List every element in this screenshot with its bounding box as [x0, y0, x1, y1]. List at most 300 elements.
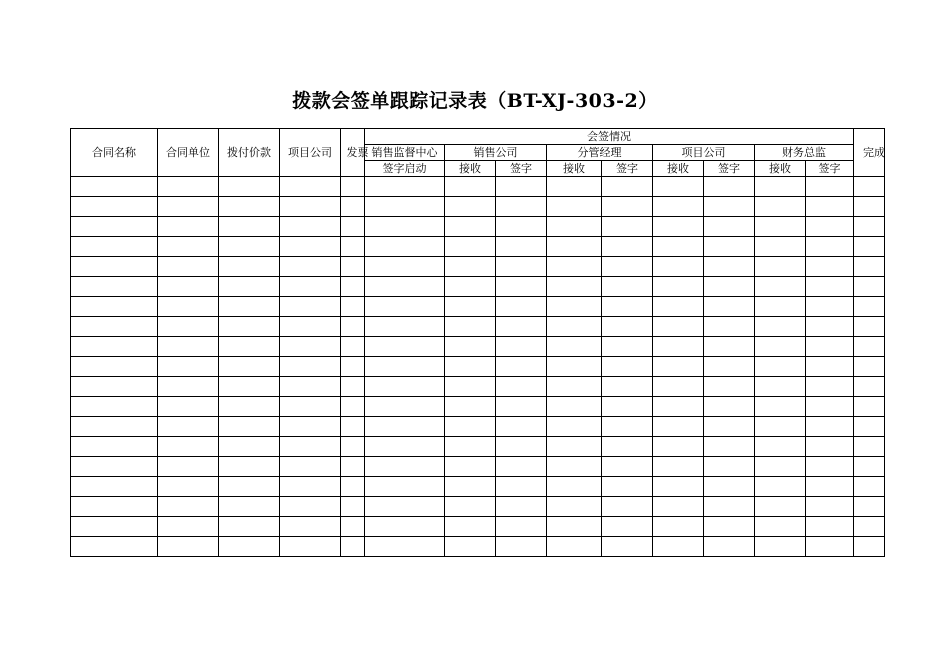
- header-receive: 接收: [653, 161, 704, 177]
- table-cell[interactable]: [755, 197, 806, 217]
- table-cell[interactable]: [280, 277, 341, 297]
- table-cell[interactable]: [219, 397, 280, 417]
- table-cell[interactable]: [755, 457, 806, 477]
- header-countersign-status: 会签情况: [365, 129, 854, 145]
- table-cell[interactable]: [445, 297, 496, 317]
- table-cell[interactable]: [602, 477, 653, 497]
- table-cell[interactable]: [547, 417, 602, 437]
- table-cell[interactable]: [755, 177, 806, 197]
- table-cell[interactable]: [704, 517, 755, 537]
- table-cell[interactable]: [704, 497, 755, 517]
- table-cell[interactable]: [445, 437, 496, 457]
- table-cell[interactable]: [280, 537, 341, 557]
- table-cell[interactable]: [71, 517, 158, 537]
- table-cell[interactable]: [496, 317, 547, 337]
- table-cell[interactable]: [71, 357, 158, 377]
- table-cell[interactable]: [653, 177, 704, 197]
- table-cell[interactable]: [341, 397, 365, 417]
- table-cell[interactable]: [341, 337, 365, 357]
- table-cell[interactable]: [341, 257, 365, 277]
- table-cell[interactable]: [445, 477, 496, 497]
- table-cell[interactable]: [547, 317, 602, 337]
- table-cell[interactable]: [602, 177, 653, 197]
- table-cell[interactable]: [704, 197, 755, 217]
- table-cell[interactable]: [704, 477, 755, 497]
- table-cell[interactable]: [365, 457, 445, 477]
- table-cell[interactable]: [547, 197, 602, 217]
- table-cell[interactable]: [854, 197, 885, 217]
- table-cell[interactable]: [341, 277, 365, 297]
- table-cell[interactable]: [547, 457, 602, 477]
- table-cell[interactable]: [219, 537, 280, 557]
- table-cell[interactable]: [755, 517, 806, 537]
- table-cell[interactable]: [71, 497, 158, 517]
- table-cell[interactable]: [547, 537, 602, 557]
- header-sales-supervision: 销售监督中心: [365, 145, 445, 161]
- table-cell[interactable]: [755, 217, 806, 237]
- table-cell[interactable]: [158, 357, 219, 377]
- table-cell[interactable]: [854, 357, 885, 377]
- table-cell[interactable]: [704, 297, 755, 317]
- table-cell[interactable]: [158, 497, 219, 517]
- table-cell[interactable]: [653, 357, 704, 377]
- table-cell[interactable]: [365, 417, 445, 437]
- table-cell[interactable]: [854, 217, 885, 237]
- table-cell[interactable]: [496, 477, 547, 497]
- table-cell[interactable]: [158, 377, 219, 397]
- header-sign: 签字: [602, 161, 653, 177]
- table-cell[interactable]: [547, 517, 602, 537]
- table-cell[interactable]: [496, 297, 547, 317]
- table-cell[interactable]: [854, 517, 885, 537]
- table-cell[interactable]: [653, 517, 704, 537]
- table-cell[interactable]: [71, 197, 158, 217]
- table-cell[interactable]: [602, 297, 653, 317]
- table-cell[interactable]: [806, 217, 854, 237]
- table-row: [71, 397, 885, 417]
- table-cell[interactable]: [602, 417, 653, 437]
- header-payment: 拨付价款: [219, 129, 280, 177]
- table-cell[interactable]: [158, 337, 219, 357]
- header-branch-manager: 分管经理: [547, 145, 653, 161]
- table-cell[interactable]: [854, 257, 885, 277]
- table-cell[interactable]: [496, 197, 547, 217]
- table-cell[interactable]: [496, 277, 547, 297]
- table-cell[interactable]: [547, 477, 602, 497]
- table-cell[interactable]: [806, 397, 854, 417]
- table-cell[interactable]: [653, 337, 704, 357]
- table-cell[interactable]: [280, 397, 341, 417]
- table-cell[interactable]: [158, 297, 219, 317]
- table-cell[interactable]: [602, 337, 653, 357]
- table-cell[interactable]: [445, 497, 496, 517]
- table-cell[interactable]: [71, 257, 158, 277]
- table-cell[interactable]: [653, 297, 704, 317]
- table-cell[interactable]: [365, 497, 445, 517]
- table-cell[interactable]: [755, 257, 806, 277]
- table-cell[interactable]: [280, 297, 341, 317]
- table-cell[interactable]: [806, 457, 854, 477]
- table-cell[interactable]: [280, 197, 341, 217]
- table-cell[interactable]: [547, 497, 602, 517]
- table-cell[interactable]: [219, 317, 280, 337]
- table-cell[interactable]: [219, 197, 280, 217]
- table-cell[interactable]: [496, 237, 547, 257]
- table-cell[interactable]: [653, 457, 704, 477]
- table-cell[interactable]: [653, 237, 704, 257]
- table-cell[interactable]: [280, 377, 341, 397]
- table-cell[interactable]: [755, 417, 806, 437]
- table-cell[interactable]: [158, 197, 219, 217]
- table-cell[interactable]: [547, 177, 602, 197]
- table-cell[interactable]: [341, 217, 365, 237]
- table-cell[interactable]: [602, 357, 653, 377]
- table-cell[interactable]: [806, 477, 854, 497]
- table-cell[interactable]: [280, 237, 341, 257]
- table-cell[interactable]: [602, 537, 653, 557]
- table-cell[interactable]: [280, 517, 341, 537]
- table-cell[interactable]: [158, 397, 219, 417]
- table-cell[interactable]: [602, 517, 653, 537]
- table-cell[interactable]: [602, 377, 653, 397]
- table-cell[interactable]: [704, 537, 755, 557]
- table-cell[interactable]: [704, 377, 755, 397]
- table-cell[interactable]: [854, 457, 885, 477]
- table-cell[interactable]: [219, 337, 280, 357]
- table-cell[interactable]: [704, 337, 755, 357]
- table-cell[interactable]: [755, 357, 806, 377]
- table-cell[interactable]: [806, 297, 854, 317]
- table-cell[interactable]: [365, 437, 445, 457]
- table-cell[interactable]: [704, 457, 755, 477]
- table-cell[interactable]: [653, 277, 704, 297]
- table-cell[interactable]: [496, 357, 547, 377]
- table-cell[interactable]: [341, 237, 365, 257]
- table-row: [71, 437, 885, 457]
- table-cell[interactable]: [71, 177, 158, 197]
- table-cell[interactable]: [71, 437, 158, 457]
- table-cell[interactable]: [704, 417, 755, 437]
- table-cell[interactable]: [365, 257, 445, 277]
- table-cell[interactable]: [854, 437, 885, 457]
- table-cell[interactable]: [547, 357, 602, 377]
- table-cell[interactable]: [806, 497, 854, 517]
- table-cell[interactable]: [280, 437, 341, 457]
- table-cell[interactable]: [496, 417, 547, 437]
- table-cell[interactable]: [71, 457, 158, 477]
- table-cell[interactable]: [365, 377, 445, 397]
- table-cell[interactable]: [653, 397, 704, 417]
- table-cell[interactable]: [496, 497, 547, 517]
- table-cell[interactable]: [445, 277, 496, 297]
- table-cell[interactable]: [341, 517, 365, 537]
- table-cell[interactable]: [602, 277, 653, 297]
- table-cell[interactable]: [854, 417, 885, 437]
- table-cell[interactable]: [158, 257, 219, 277]
- table-cell[interactable]: [341, 377, 365, 397]
- table-cell[interactable]: [158, 417, 219, 437]
- table-cell[interactable]: [365, 537, 445, 557]
- table-cell[interactable]: [755, 437, 806, 457]
- table-cell[interactable]: [755, 317, 806, 337]
- table-cell[interactable]: [602, 437, 653, 457]
- table-cell[interactable]: [280, 257, 341, 277]
- table-cell[interactable]: [653, 477, 704, 497]
- table-cell[interactable]: [280, 337, 341, 357]
- table-cell[interactable]: [445, 357, 496, 377]
- header-contract-unit: 合同单位: [158, 129, 219, 177]
- table-cell[interactable]: [365, 357, 445, 377]
- table-cell[interactable]: [854, 537, 885, 557]
- table-cell[interactable]: [219, 217, 280, 237]
- table-cell[interactable]: [755, 237, 806, 257]
- table-cell[interactable]: [602, 237, 653, 257]
- table-cell[interactable]: [365, 177, 445, 197]
- table-cell[interactable]: [341, 537, 365, 557]
- table-cell[interactable]: [341, 417, 365, 437]
- table-cell[interactable]: [602, 497, 653, 517]
- table-cell[interactable]: [547, 297, 602, 317]
- table-cell[interactable]: [806, 277, 854, 297]
- table-cell[interactable]: [365, 237, 445, 257]
- table-cell[interactable]: [365, 397, 445, 417]
- table-cell[interactable]: [806, 337, 854, 357]
- table-cell[interactable]: [445, 337, 496, 357]
- table-cell[interactable]: [158, 277, 219, 297]
- table-cell[interactable]: [854, 397, 885, 417]
- table-cell[interactable]: [755, 497, 806, 517]
- table-cell[interactable]: [755, 277, 806, 297]
- table-cell[interactable]: [219, 497, 280, 517]
- table-cell[interactable]: [365, 277, 445, 297]
- table-cell[interactable]: [653, 317, 704, 337]
- table-cell[interactable]: [71, 537, 158, 557]
- table-cell[interactable]: [219, 297, 280, 317]
- table-cell[interactable]: [219, 357, 280, 377]
- table-cell[interactable]: [341, 357, 365, 377]
- table-cell[interactable]: [496, 397, 547, 417]
- table-cell[interactable]: [547, 437, 602, 457]
- table-cell[interactable]: [854, 377, 885, 397]
- table-cell[interactable]: [704, 357, 755, 377]
- table-cell[interactable]: [806, 177, 854, 197]
- table-cell[interactable]: [280, 177, 341, 197]
- table-cell[interactable]: [365, 217, 445, 237]
- table-cell[interactable]: [854, 497, 885, 517]
- table-cell[interactable]: [341, 177, 365, 197]
- table-cell[interactable]: [280, 477, 341, 497]
- table-cell[interactable]: [445, 457, 496, 477]
- table-cell[interactable]: [704, 277, 755, 297]
- table-cell[interactable]: [158, 177, 219, 197]
- table-cell[interactable]: [445, 257, 496, 277]
- table-cell[interactable]: [341, 297, 365, 317]
- table-cell[interactable]: [602, 197, 653, 217]
- table-cell[interactable]: [71, 297, 158, 317]
- table-cell[interactable]: [602, 317, 653, 337]
- table-cell[interactable]: [341, 437, 365, 457]
- table-cell[interactable]: [704, 317, 755, 337]
- table-cell[interactable]: [854, 297, 885, 317]
- table-cell[interactable]: [445, 377, 496, 397]
- table-cell[interactable]: [653, 417, 704, 437]
- table-cell[interactable]: [71, 377, 158, 397]
- table-cell[interactable]: [71, 477, 158, 497]
- table-cell[interactable]: [280, 417, 341, 437]
- table-cell[interactable]: [806, 317, 854, 337]
- table-cell[interactable]: [365, 317, 445, 337]
- table-cell[interactable]: [219, 417, 280, 437]
- table-cell[interactable]: [496, 177, 547, 197]
- table-cell[interactable]: [806, 517, 854, 537]
- table-cell[interactable]: [445, 177, 496, 197]
- table-cell[interactable]: [219, 277, 280, 297]
- table-cell[interactable]: [547, 277, 602, 297]
- table-cell[interactable]: [365, 197, 445, 217]
- table-cell[interactable]: [158, 437, 219, 457]
- table-cell[interactable]: [445, 417, 496, 437]
- table-cell[interactable]: [71, 417, 158, 437]
- table-cell[interactable]: [496, 517, 547, 537]
- table-cell[interactable]: [806, 437, 854, 457]
- table-cell[interactable]: [445, 397, 496, 417]
- table-cell[interactable]: [653, 437, 704, 457]
- table-cell[interactable]: [806, 237, 854, 257]
- table-cell[interactable]: [365, 517, 445, 537]
- table-cell[interactable]: [547, 237, 602, 257]
- table-cell[interactable]: [158, 237, 219, 257]
- table-cell[interactable]: [158, 457, 219, 477]
- page-title: 拨款会签单跟踪记录表（BT-XJ-303-2）: [292, 90, 658, 112]
- table-cell[interactable]: [547, 217, 602, 237]
- table-cell[interactable]: [280, 217, 341, 237]
- table-cell[interactable]: [496, 437, 547, 457]
- table-cell[interactable]: [653, 497, 704, 517]
- table-cell[interactable]: [854, 277, 885, 297]
- table-cell[interactable]: [280, 497, 341, 517]
- table-cell[interactable]: [755, 477, 806, 497]
- table-cell[interactable]: [854, 317, 885, 337]
- table-cell[interactable]: [445, 197, 496, 217]
- header-finance-director: 财务总监: [755, 145, 854, 161]
- table-cell[interactable]: [280, 457, 341, 477]
- table-cell[interactable]: [496, 217, 547, 237]
- table-cell[interactable]: [341, 477, 365, 497]
- table-cell[interactable]: [219, 457, 280, 477]
- table-cell[interactable]: [602, 257, 653, 277]
- table-cell[interactable]: [755, 397, 806, 417]
- table-cell[interactable]: [158, 537, 219, 557]
- table-cell[interactable]: [445, 317, 496, 337]
- table-cell[interactable]: [71, 317, 158, 337]
- table-cell[interactable]: [496, 457, 547, 477]
- table-cell[interactable]: [653, 257, 704, 277]
- table-cell[interactable]: [71, 217, 158, 237]
- table-cell[interactable]: [704, 237, 755, 257]
- table-cell[interactable]: [219, 237, 280, 257]
- table-cell[interactable]: [547, 377, 602, 397]
- table-cell[interactable]: [219, 517, 280, 537]
- table-cell[interactable]: [71, 237, 158, 257]
- table-cell[interactable]: [341, 317, 365, 337]
- table-cell[interactable]: [445, 217, 496, 237]
- table-cell[interactable]: [755, 297, 806, 317]
- table-cell[interactable]: [653, 217, 704, 237]
- table-cell[interactable]: [653, 537, 704, 557]
- table-cell[interactable]: [71, 337, 158, 357]
- table-cell[interactable]: [365, 477, 445, 497]
- header-sign: 签字: [496, 161, 547, 177]
- table-cell[interactable]: [158, 477, 219, 497]
- table-cell[interactable]: [496, 377, 547, 397]
- table-cell[interactable]: [219, 377, 280, 397]
- table-cell[interactable]: [704, 217, 755, 237]
- table-cell[interactable]: [653, 377, 704, 397]
- table-cell[interactable]: [158, 517, 219, 537]
- table-cell[interactable]: [547, 337, 602, 357]
- table-cell[interactable]: [496, 537, 547, 557]
- table-cell[interactable]: [755, 537, 806, 557]
- table-cell[interactable]: [755, 337, 806, 357]
- table-cell[interactable]: [219, 477, 280, 497]
- table-cell[interactable]: [854, 237, 885, 257]
- table-cell[interactable]: [806, 537, 854, 557]
- table-cell[interactable]: [71, 397, 158, 417]
- table-cell[interactable]: [219, 177, 280, 197]
- table-cell[interactable]: [496, 337, 547, 357]
- table-cell[interactable]: [341, 457, 365, 477]
- table-cell[interactable]: [365, 337, 445, 357]
- table-cell[interactable]: [806, 417, 854, 437]
- table-cell[interactable]: [445, 237, 496, 257]
- table-cell[interactable]: [704, 257, 755, 277]
- table-cell[interactable]: [854, 177, 885, 197]
- table-cell[interactable]: [445, 537, 496, 557]
- table-row: [71, 177, 885, 197]
- table-cell[interactable]: [280, 357, 341, 377]
- table-cell[interactable]: [547, 257, 602, 277]
- table-cell[interactable]: [496, 257, 547, 277]
- table-cell[interactable]: [704, 397, 755, 417]
- table-cell[interactable]: [547, 397, 602, 417]
- table-cell[interactable]: [341, 197, 365, 217]
- table-cell[interactable]: [854, 477, 885, 497]
- table-cell[interactable]: [602, 457, 653, 477]
- table-row: [71, 517, 885, 537]
- table-cell[interactable]: [602, 217, 653, 237]
- table-cell[interactable]: [71, 277, 158, 297]
- table-cell[interactable]: [602, 397, 653, 417]
- table-cell[interactable]: [365, 297, 445, 317]
- table-cell[interactable]: [704, 177, 755, 197]
- table-cell[interactable]: [806, 357, 854, 377]
- table-cell[interactable]: [280, 317, 341, 337]
- table-cell[interactable]: [806, 197, 854, 217]
- table-cell[interactable]: [158, 217, 219, 237]
- table-cell[interactable]: [219, 437, 280, 457]
- table-cell[interactable]: [341, 497, 365, 517]
- table-row: [71, 257, 885, 277]
- table-cell[interactable]: [806, 377, 854, 397]
- table-cell[interactable]: [219, 257, 280, 277]
- table-cell[interactable]: [653, 197, 704, 217]
- table-cell[interactable]: [806, 257, 854, 277]
- table-cell[interactable]: [755, 377, 806, 397]
- table-cell[interactable]: [704, 437, 755, 457]
- table-cell[interactable]: [445, 517, 496, 537]
- table-cell[interactable]: [854, 337, 885, 357]
- table-cell[interactable]: [158, 317, 219, 337]
